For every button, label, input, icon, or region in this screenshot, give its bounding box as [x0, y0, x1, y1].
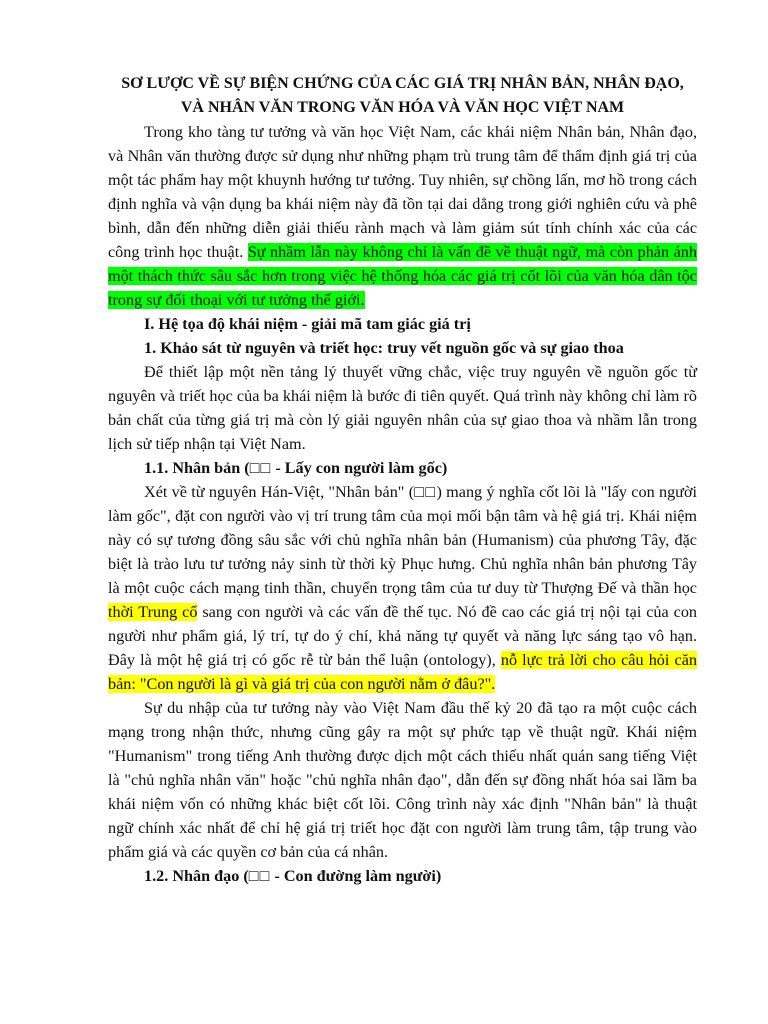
missing-glyph-boxes: □□ — [249, 459, 272, 477]
nhan-ban-paragraph-1 — [108, 480, 697, 696]
nhan-ban-p1-a: Xét về từ nguyên Hán-Việt, "Nhân bản" ( — [144, 483, 415, 501]
nhan-ban-heading-pre: 1.1. Nhân bản ( — [144, 459, 250, 477]
intro-paragraph — [108, 120, 697, 312]
nhan-ban-heading-post: - Lấy con người làm gốc) — [271, 459, 448, 477]
intro-highlight: Sự nhầm lẫn này không chỉ là vấn đề về thuật ngữ, mà còn phản ánh một thách thức sâu sắc hơn trong việc hệ thống hóa các giá trị cốt lõi của văn hóa dân tộc trong sự đối thoại với tư tưởng thế giới. — [108, 243, 697, 309]
intro-text: Trong kho tàng tư tưởng và văn học Việt Nam, các khái niệm Nhân bản, Nhân đạo, và Nhân văn thường được sử dụng như những phạm trù trung tâm để thẩm định giá trị của một tác phẩm hay một khuynh hướng tư tưởng. Tuy nhiên, sự chồng lấn, mơ hồ trong cách định nghĩa và vận dụng ba khái niệm này đã tồn tại dai dẳng trong giới nghiên cứu và phê bình, dẫn đến những diễn giải thiếu rành mạch và làm giảm sút tính chính xác của các công trình học thuật. — [108, 123, 697, 261]
nhan-ban-p1-c: sang con người và các vấn đề thế tục. Nó đề cao các giá trị nội tại của con người như phẩm giá, lý trí, tự do ý chí, khả năng tự quyết và năng lực sáng tạo vô hạn. Đây là một hệ giá trị có gốc rễ từ bản thể luận (ontology), — [108, 603, 698, 669]
missing-glyph-boxes: □□ — [248, 867, 271, 885]
missing-glyph-boxes: □□ — [414, 483, 437, 501]
nhan-ban-heading — [108, 456, 697, 480]
section-1-heading: I. Hệ tọa độ khái niệm - giải mã tam giác giá trị — [144, 315, 471, 333]
nhan-dao-heading-post: - Con đường làm người) — [270, 867, 442, 885]
highlight-middle-ages: thời Trung cổ — [108, 603, 198, 621]
section-1-1-heading: 1. Khảo sát từ nguyên và triết học: truy vết nguồn gốc và sự giao thoa — [144, 339, 624, 357]
section-1-1-paragraph: Để thiết lập một nền tảng lý thuyết vững chắc, việc truy nguyên về nguồn gốc từ nguyên và triết học của ba khái niệm là bước đi tiên quyết. Quá trình này không chỉ làm rõ bản chất của từng giá trị mà còn lý giải nguyên nhân của sự giao thoa và nhầm lẫn trong lịch sử tiếp nhận tại Việt Nam. — [108, 363, 697, 453]
document-page — [108, 70, 697, 888]
nhan-dao-heading-pre: 1.2. Nhân đạo ( — [144, 867, 249, 885]
nhan-ban-paragraph-2: Sự du nhập của tư tưởng này vào Việt Nam đầu thế kỷ 20 đã tạo ra một cuộc cách mạng trong nhận thức, nhưng cũng gây ra một sự phức tạp về thuật ngữ. Khái niệm "Humanism" trong tiếng Anh thường được dịch một cách thiếu nhất quán sang tiếng Việt là "chủ nghĩa nhân văn" hoặc "chủ nghĩa nhân đạo", dẫn đến sự đồng nhất hóa sai lầm ba khái niệm vốn có những khác biệt cốt lõi. Công trình này xác định "Nhân bản" là thuật ngữ chính xác nhất để chỉ hệ giá trị triết học đặt con người làm trung tâm, tập trung vào phẩm giá và các quyền cơ bản của cá nhân. — [108, 699, 697, 861]
highlight-core-question: nỗ lực trả lời cho câu hỏi căn bản: "Con người là gì và giá trị của con người nằm ở đâu?". — [108, 651, 697, 693]
document-title: SƠ LƯỢC VỀ SỰ BIỆN CHỨNG CỦA CÁC GIÁ TRỊ NHÂN BẢN, NHÂN ĐẠO, VÀ NHÂN VĂN TRONG VĂN HÓA VÀ VĂN HỌC VIỆT NAM — [121, 75, 684, 116]
nhan-ban-p1-b: ) mang ý nghĩa cốt lõi là "lấy con người làm gốc", đặt con người vào vị trí trung tâm của mọi mối bận tâm và hệ giá trị. Khái niệm này có sự tương đồng sâu sắc với chủ nghĩa nhân bản (Humanism) của phương Tây, đặc biệt là trào lưu tư tưởng nảy sinh từ thời kỳ Phục hưng. Chủ nghĩa nhân bản phương Tây là một cuộc cách mạng tinh thần, chuyển trọng tâm của tư duy từ Thượng Đế và thần học — [108, 483, 698, 597]
nhan-dao-heading — [108, 864, 697, 888]
